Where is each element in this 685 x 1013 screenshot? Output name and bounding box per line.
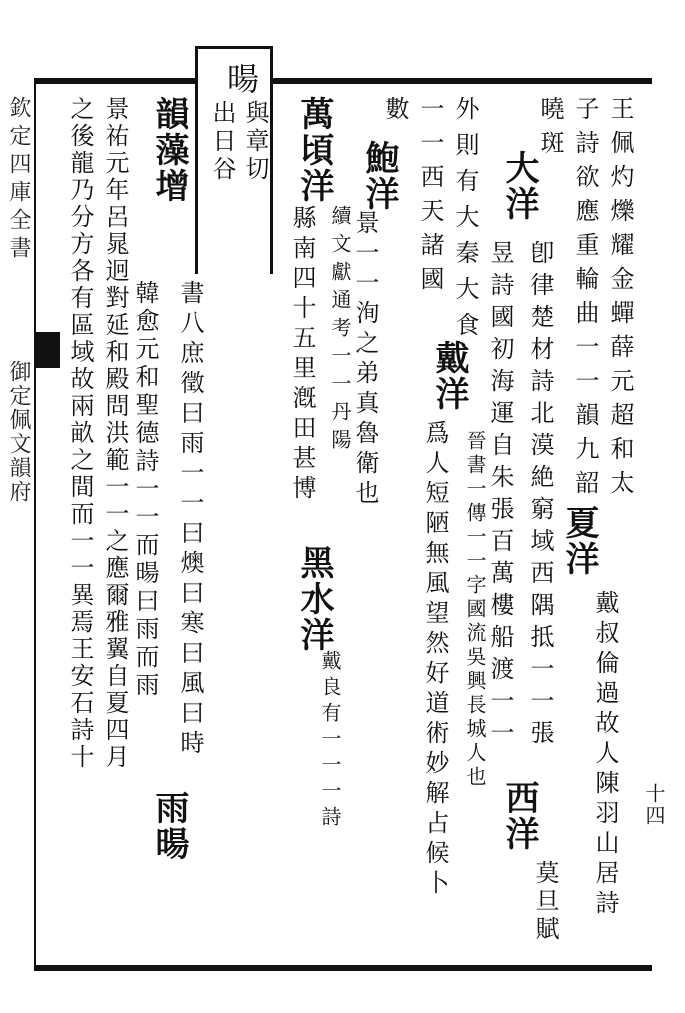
text-column-5: 昱詩國初海運自朱張百萬樓船渡一一 <box>486 240 514 752</box>
heading-bao-yang: 鮑洋 <box>359 140 399 212</box>
text-column-13: 景祐元年呂晁迥對延和殿問洪範一一之應爾雅翼自夏四月 <box>101 96 129 771</box>
text-column-6-cont: 晉書一傳一一字國流吳興長城人也 <box>463 430 487 790</box>
text-column-10-cont: 戴良有一一一詩 <box>318 650 342 832</box>
top-rule-right <box>264 78 652 84</box>
text-column-3-cont: 戴叔倫過故人陳羽山居詩 <box>591 590 619 920</box>
text-column-2: 子詩欲應重輪曲一一韻九韶 <box>571 96 599 504</box>
top-rule-left <box>34 78 198 84</box>
fish-tail-mark <box>34 332 60 368</box>
text-column-1: 王佩灼爍耀金蟬薛元超和太 <box>606 96 634 504</box>
bottom-rule <box>34 965 652 971</box>
heading-wanqing-yang: 萬頃洋 <box>294 96 334 204</box>
page-number: 十四 <box>642 783 666 827</box>
text-column-4: 卽律楚材詩北漠絶窮域西隅抵一一張 <box>526 240 554 752</box>
heading-heishui-yang: 黑水洋 <box>294 545 334 653</box>
text-column-7-cont: 爲人短陋無風望然好道術妙解占候卜 <box>421 420 449 900</box>
text-column-12: 韓愈元和聖德詩一一而暘曰雨而雨 <box>131 280 159 700</box>
text-column-9: 續文獻通考一一丹陽 <box>328 205 352 457</box>
heading-xia-yang: 夏洋 <box>559 505 599 577</box>
text-column-14: 之後龍乃分方各有區域故兩畝之間而一一異焉王安石詩十 <box>66 96 94 771</box>
text-column-7: 一一西天諸國 <box>416 96 444 300</box>
heading-yu-yang: 雨暘 <box>149 790 189 862</box>
text-column-8: 數 <box>381 96 409 130</box>
text-column-10: 縣南四十五里漑田甚博 <box>288 205 316 505</box>
book-title: 欽定四庫全書 <box>6 96 31 264</box>
tab-line1: 與章切 <box>241 100 269 184</box>
margin-rule <box>34 84 36 965</box>
text-column-3: 曉斑 <box>536 96 564 164</box>
text-column-8-cont: 景一一洵之弟真魯衛也 <box>351 210 379 510</box>
volume-title: 御定佩文韻府 <box>6 360 31 504</box>
heading-yunzao-zeng: 韻藻增 <box>149 96 189 204</box>
text-column-11: 書八庶徵曰雨一一曰燠曰寒曰風曰時 <box>176 280 204 760</box>
heading-xi-yang: 西洋 <box>499 780 539 852</box>
tab-head-char: 暘 <box>222 62 260 98</box>
heading-dai-yang: 戴洋 <box>429 340 469 412</box>
tab-line2: 出日谷 <box>208 100 236 184</box>
text-column-5-cont: 莫旦賦 <box>531 860 559 944</box>
heading-da-yang: 大洋 <box>499 150 539 222</box>
text-column-6: 外則有大秦大食 <box>451 96 479 348</box>
